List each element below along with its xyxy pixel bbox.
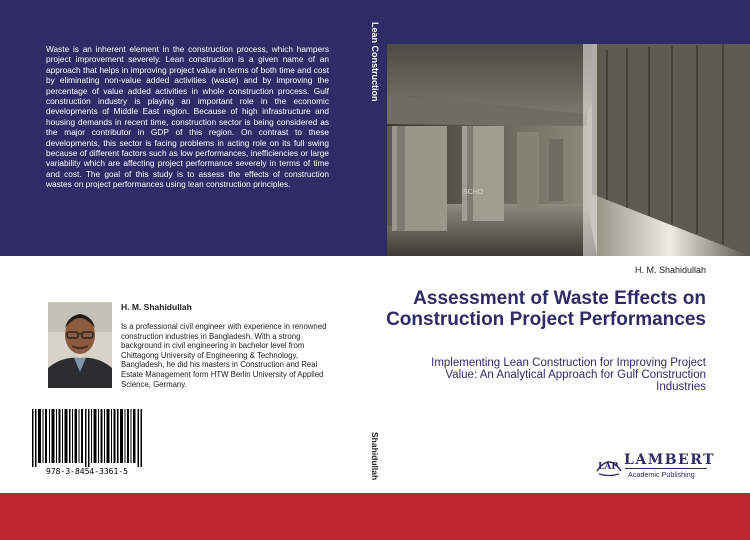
- front-cover-author: H. M. Shahidullah: [634, 265, 706, 275]
- spine-author: [356, 432, 396, 512]
- publisher-logo: [594, 451, 716, 481]
- isbn-text: 978-3-8454-3361-5: [46, 467, 128, 476]
- publisher-tagline: Academic Publishing: [628, 470, 695, 479]
- book-title: Assessment of Waste Effects on Construction Project Performances: [386, 288, 706, 330]
- lap-badge-icon: [594, 451, 624, 479]
- author-name: H. M. Shahidullah: [121, 302, 192, 312]
- publisher-name: LAMBERT: [624, 452, 716, 468]
- graffiti-text: SCHO: [463, 189, 484, 196]
- book-subtitle: Implementing Lean Construction for Improving Project Value: An Analytical Approach for Gulf Construction Industries: [431, 357, 706, 393]
- cover-photo: [387, 44, 750, 256]
- spine-author-text: Shahidullah: [370, 432, 380, 481]
- spine-title-text: Lean Construction: [370, 22, 380, 102]
- author-bio: Is a professional civil engineer with experience in renowned construction industries in Bangladesh. With a strong background in civil engineering in bachelor level from Chittagong University of Engineering & Technology, Bangladesh, he did his masters in Construction and Real Estate Management form HTW Berlin University of Applied Science, Germany.: [121, 322, 327, 389]
- back-cover-blurb: Waste is an inherent element in the construction process, which hampers project improvement severely. Lean construction is a given name of an approach that helps in improving project value in terms of both time and cost by eliminating non-value added activities (waste) and by improving the percentage of value added activities in whole construction process. Gulf construction industry is playing an important role in the economic developments of Middle East region. Because of high infrastructure and housing demands in recent time, construction sector is being considered as the major contributor in GDP of this region. On contrast to these developments, this sector is facing problems in acting role on its full swing because of different factors such as low performances, inefficiencies or large variability which are affecting project performance severely in terms of time and cost. The goal of this study is to assess the effects of construction wastes on project performances using lean construction principles.: [46, 44, 329, 190]
- lap-badge-text: LAP: [598, 462, 619, 472]
- logo-divider: [625, 468, 707, 469]
- author-photo: [48, 302, 112, 388]
